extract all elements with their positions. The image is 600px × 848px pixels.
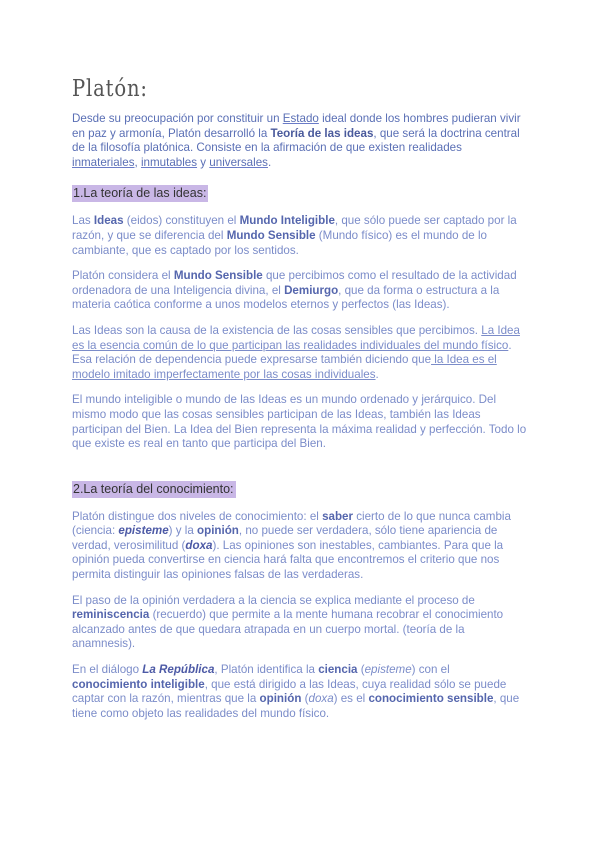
text: . Esa relación de dependencia puede expresarse también diciendo que <box>72 338 512 367</box>
intro-text: . <box>267 155 272 169</box>
text: En el diálogo <box>72 663 143 677</box>
text: , que está dirigido a las Ideas, cuya realidad sólo se puede captar con la razón, mientras que la <box>72 677 507 706</box>
paragraph: El mundo inteligible o mundo de las Ideas es un mundo ordenado y jerárquico. Del mismo modo que las cosas sensibles participan de las Ideas, también las Ideas participan del Bien. La Idea del Bien representa la máxima realidad y perfección. Todo lo que existe es real en tanto que participa del Bien. <box>72 393 527 451</box>
term: Mundo Sensible <box>173 269 263 283</box>
underlined-text: la Idea es el modelo imitado imperfectamente por las cosas individuales <box>72 353 497 381</box>
term: opinión <box>197 524 239 538</box>
text: (recuerdo) que permite a la mente humana recobrar el conocimiento alcanzado antes de que quedara atrapada en un cuerpo mortal. (teoría de la anamnesis). <box>72 608 504 651</box>
text: ( <box>357 663 365 677</box>
text: ). Las opiniones son inestables, cambiantes. Para que la opinión pueda convertirse en ciencia hará falta que encontremos el criterio que nos permita distinguir las opiniones falsas de las verdaderas. <box>72 538 504 582</box>
term: saber <box>322 509 354 523</box>
term: Ideas <box>93 214 124 228</box>
section-heading: 1.La teoría de las ideas: <box>73 186 207 201</box>
term: Demiurgo <box>284 283 339 297</box>
intro-paragraph <box>72 112 528 170</box>
text: , que da forma o estructura a la materia caótica conforme a unos modelos eternos y perfectos (las Ideas). <box>72 283 500 312</box>
text: cierto de lo que nunca cambia (ciencia: <box>72 509 511 538</box>
term-teoria-ideas: Teoría de las ideas <box>270 126 374 140</box>
underlined-text: La Idea es la esencia común de lo que participan las realidades individuales del mundo físico <box>72 323 520 352</box>
section-teoria-ideas <box>72 184 528 451</box>
term: episteme <box>364 663 412 677</box>
term: conocimiento inteligible <box>72 677 205 691</box>
term: Mundo Inteligible <box>239 214 335 228</box>
intro-text: ideal donde los hombres pudieran vivir en paz y armonía, Platón desarrolló la <box>72 112 521 140</box>
link-inmateriales[interactable]: inmateriales <box>72 155 135 169</box>
term: reminiscencia <box>72 608 150 622</box>
text: Platón distingue dos niveles de conocimiento: el <box>72 509 323 523</box>
text: ) y la <box>168 524 198 538</box>
intro-text: Desde su preocupación por constituir un <box>72 112 283 125</box>
text: que percibimos como el resultado de la actividad ordenadora de una Inteligencia divina, el <box>72 269 517 297</box>
text: (eidos) constituyen el <box>123 214 240 228</box>
paragraph <box>72 510 528 583</box>
text: ( <box>301 692 309 706</box>
term: La República <box>142 663 215 677</box>
term: conocimiento sensible <box>368 692 494 706</box>
text: (Mundo físico) es el mundo de lo cambiante, que es captado por los sentidos. <box>72 228 487 257</box>
term: Mundo Sensible <box>226 228 316 242</box>
intro-text: y <box>197 155 210 169</box>
link-universales[interactable]: universales <box>209 155 268 169</box>
paragraph <box>72 269 528 313</box>
link-estado[interactable]: Estado <box>282 112 319 125</box>
intro-text: , que será la doctrina central de la filosofía platónica. Consiste en la afirmación de que existen realidades <box>72 126 520 155</box>
page-title: Platón: <box>72 76 148 102</box>
term: opinión <box>259 692 302 706</box>
text: , no puede ser verdadera, sólo tiene apariencia de verdad, verosimilitud ( <box>72 524 498 552</box>
intro-text: , <box>134 155 141 169</box>
term: doxa <box>308 692 334 706</box>
text: El paso de la opinión verdadera a la ciencia se explica mediante el proceso de <box>72 593 475 607</box>
paragraph <box>72 324 528 382</box>
text: , que tiene como objeto las realidades del mundo físico. <box>72 692 520 720</box>
text: ) con el <box>411 663 450 677</box>
text: Platón considera el <box>72 269 174 283</box>
paragraph <box>72 594 528 652</box>
paragraph <box>72 663 528 721</box>
text: ) es el <box>333 692 369 706</box>
link-inmutables[interactable]: inmutables <box>140 155 198 169</box>
term: episteme <box>118 524 169 538</box>
text: Las <box>72 214 94 228</box>
paragraph <box>72 214 528 258</box>
section-teoria-conocimiento <box>72 480 528 722</box>
text: , Platón identifica la <box>214 663 319 677</box>
text: , que sólo puede ser captado por la razón, y que se diferencia del <box>72 214 517 242</box>
text: Las Ideas son la causa de la existencia de las cosas sensibles que percibimos. <box>72 323 482 337</box>
section-heading: 2.La teoría del conocimiento: <box>73 481 234 496</box>
term: ciencia <box>318 663 358 677</box>
term: doxa <box>185 538 213 552</box>
text: . <box>375 367 379 381</box>
